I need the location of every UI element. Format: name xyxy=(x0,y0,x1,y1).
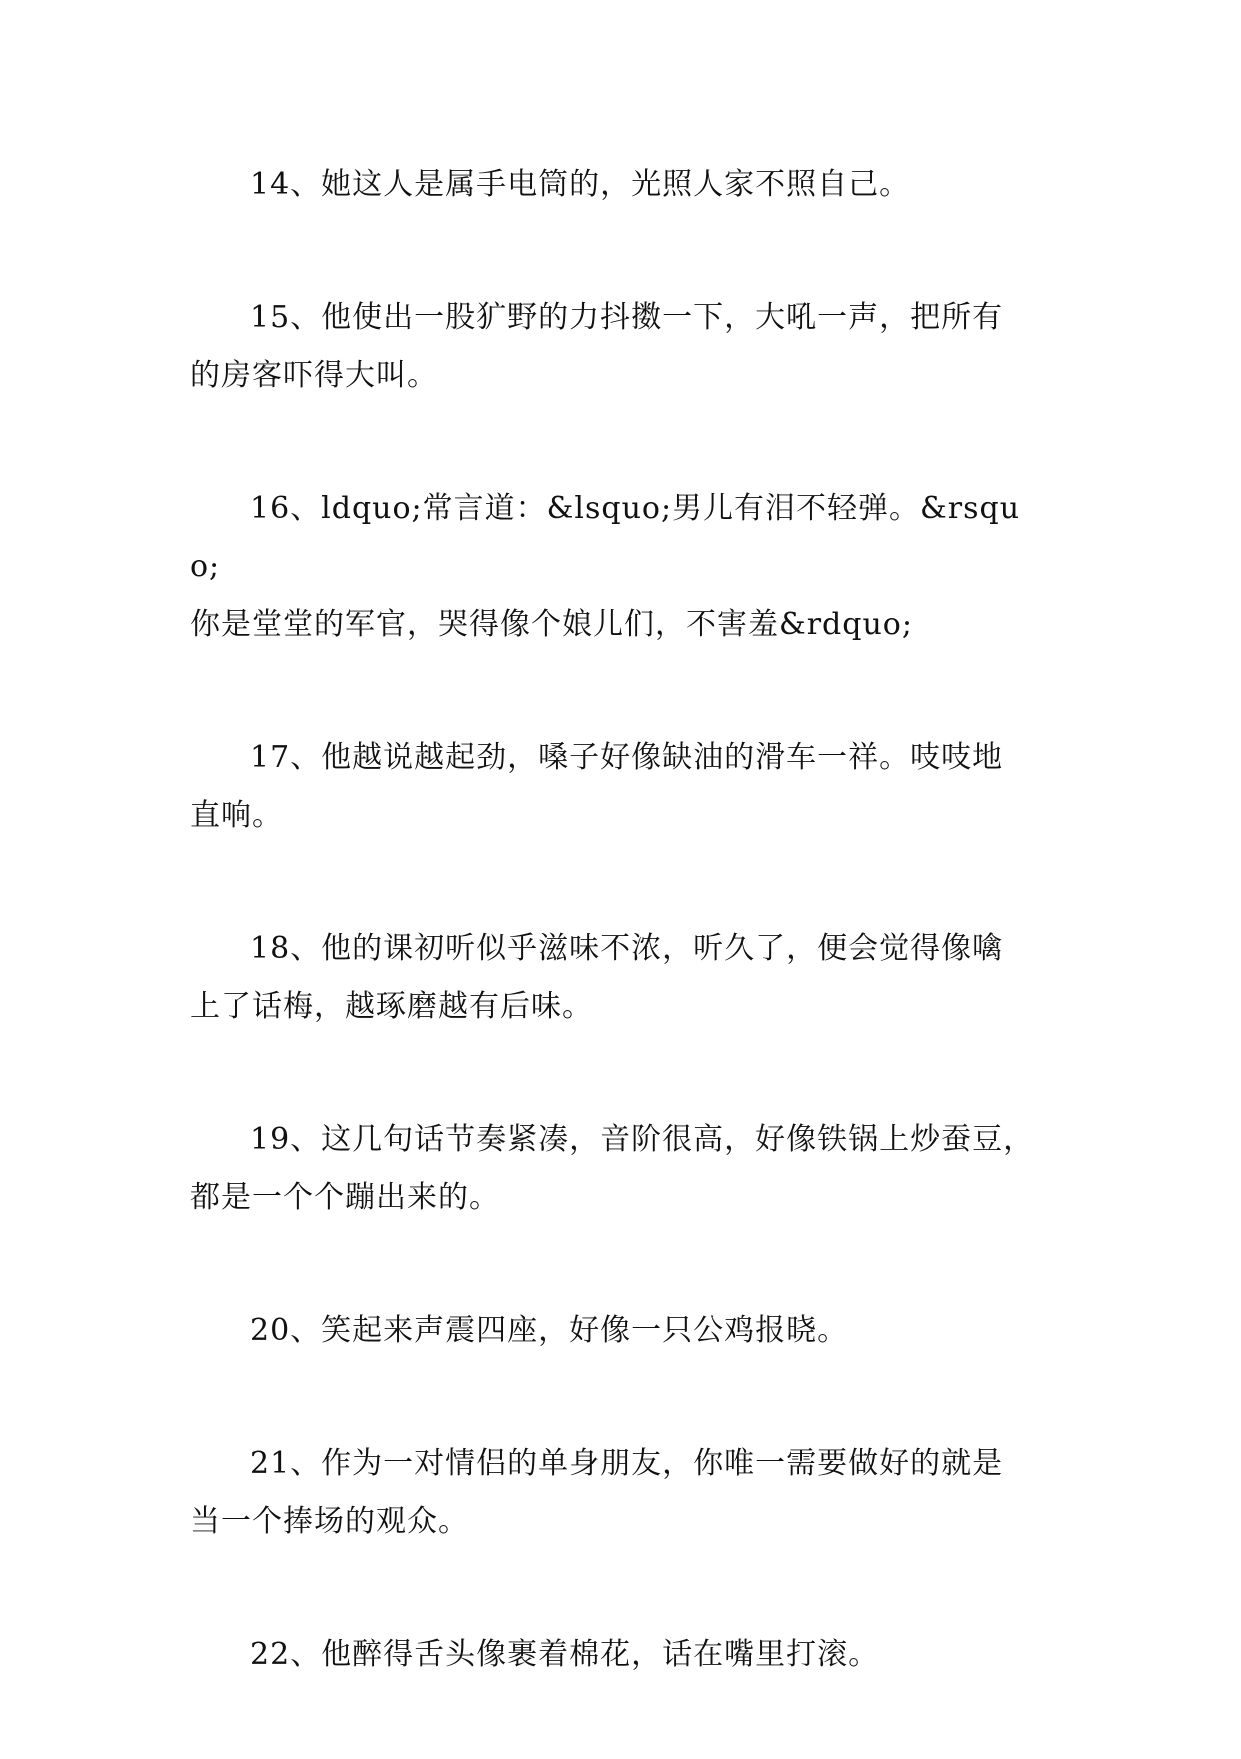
paragraph-line: 15、他使出一股犷野的力抖擞一下，大吼一声，把所有 xyxy=(250,300,1004,335)
paragraph-line: 直响。 xyxy=(190,798,283,833)
paragraph-21 xyxy=(190,1435,1050,1551)
paragraph-line: 14、她这人是属手电筒的，光照人家不照自己。 xyxy=(250,167,911,202)
paragraph-line: 18、他的课初听似乎滋味不浓，听久了，便会觉得像噙 xyxy=(250,931,1004,966)
paragraph-line: 上了话梅，越琢磨越有后味。 xyxy=(190,989,593,1024)
paragraph-20 xyxy=(190,1302,1050,1360)
paragraph-line: 当一个捧场的观众。 xyxy=(190,1504,469,1539)
paragraph-line: 你是堂堂的军官，哭得像个娘儿们，不害羞&rdquo; xyxy=(190,607,913,642)
paragraph-14 xyxy=(190,156,1050,214)
paragraph-line: 的房客吓得大叫。 xyxy=(190,358,438,393)
paragraph-line: 都是一个个蹦出来的。 xyxy=(190,1180,500,1215)
paragraph-15 xyxy=(190,289,1050,405)
document-body xyxy=(190,156,1050,1759)
paragraph-22 xyxy=(190,1626,1050,1684)
paragraph-line: 19、这几句话节奏紧凑，音阶很高，好像铁锅上炒蚕豆， xyxy=(250,1122,1035,1157)
paragraph-line: 16、ldquo;常言道：&lsquo;男儿有泪不轻弹。&rsquo; xyxy=(190,491,1021,584)
paragraph-line: 22、他醉得舌头像裹着棉花，话在嘴里打滚。 xyxy=(250,1637,880,1672)
paragraph-line: 21、作为一对情侣的单身朋友，你唯一需要做好的就是 xyxy=(250,1446,1004,1481)
paragraph-16 xyxy=(190,480,1050,654)
paragraph-17 xyxy=(190,729,1050,845)
paragraph-line: 20、笑起来声震四座，好像一只公鸡报晓。 xyxy=(250,1313,849,1348)
paragraph-line: 17、他越说越起劲，嗓子好像缺油的滑车一祥。吱吱地 xyxy=(250,740,1004,775)
paragraph-19 xyxy=(190,1111,1050,1227)
paragraph-18 xyxy=(190,920,1050,1036)
